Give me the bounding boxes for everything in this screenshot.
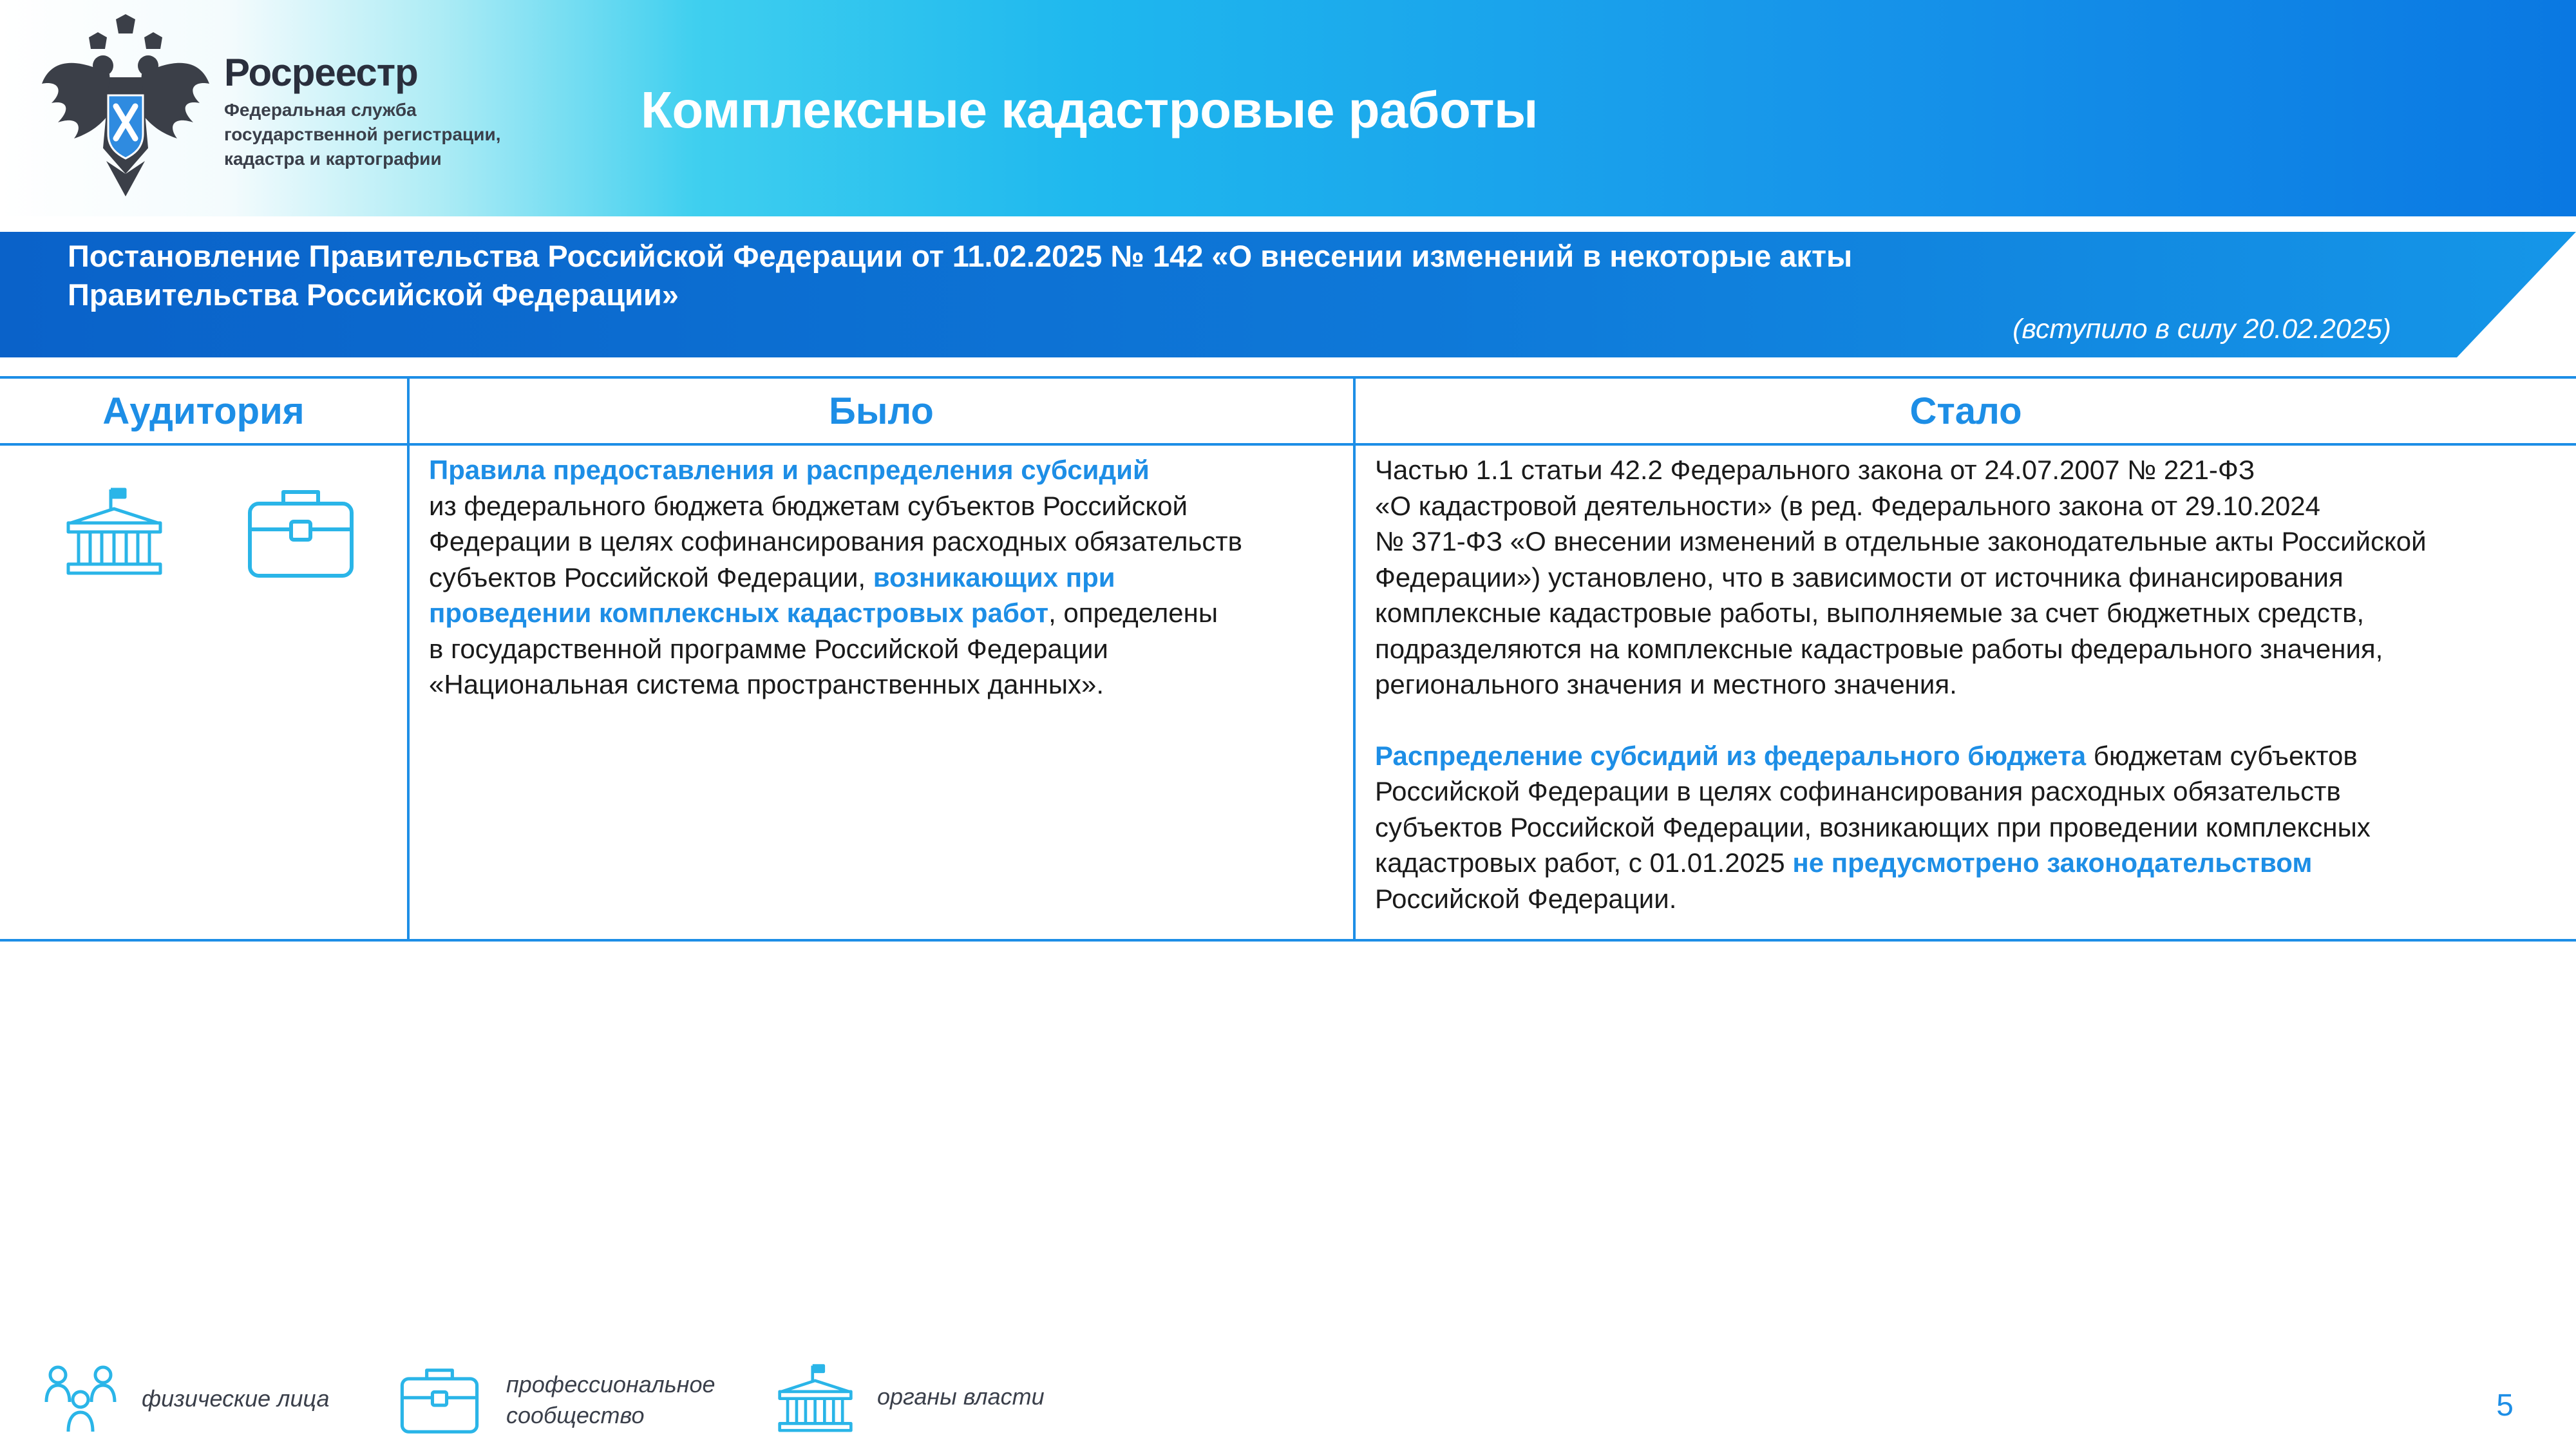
government-building-icon <box>64 484 164 578</box>
was-highlight: возникающих при <box>873 562 1115 592</box>
government-building-icon <box>777 1361 854 1435</box>
became-line: регионального значения и местного значения. <box>1375 669 1957 699</box>
became-line: подразделяются на комплексные кадастровые работы федерального значения, <box>1375 633 2383 664</box>
briefcase-icon <box>246 484 355 581</box>
decree-effective-date: (вступило в силу 20.02.2025) <box>2012 314 2391 345</box>
legend-professional-line: сообщество <box>506 1402 645 1428</box>
header-became: Стало <box>1909 390 2022 432</box>
emblem-icon <box>39 13 213 200</box>
legend-professional <box>506 1369 715 1431</box>
was-line: Правила предоставления и распределения субсидий <box>429 455 1150 485</box>
was-line: в государственной программе Российской Федерации <box>429 633 1108 664</box>
became-text: кадастровых работ, с 01.01.2025 <box>1375 848 1793 878</box>
became-line: субъектов Российской Федерации, возникающих при проведении комплексных <box>1375 811 2371 842</box>
became-highlight: Распределение субсидий из федерального бюджета <box>1375 740 2087 771</box>
brand-subtitle-line: кадастра и картографии <box>224 149 442 169</box>
became-line: Федерации») установлено, что в зависимости от источника финансирования <box>1375 562 2344 592</box>
brand-name: Росреестр <box>224 51 418 94</box>
became-line: комплексные кадастровые работы, выполняемые за счет бюджетных средств, <box>1375 598 2365 628</box>
briefcase-icon <box>399 1364 480 1436</box>
became-highlight: не предусмотрено законодательством <box>1792 848 2313 878</box>
became-text: бюджетам субъектов <box>2086 740 2358 771</box>
became-cell <box>1356 446 2576 939</box>
table-header-row <box>0 376 2576 446</box>
was-highlight: проведении комплексных кадастровых работ <box>429 598 1049 628</box>
comparison-table <box>0 376 2576 942</box>
was-line: Федерации в целях софинансирования расходных обязательств <box>429 526 1242 556</box>
audience-cell <box>0 446 410 939</box>
header-audience: Аудитория <box>0 379 410 443</box>
became-line: Частью 1.1 статьи 42.2 Федерального закона от 24.07.2007 № 221-ФЗ <box>1375 455 2255 485</box>
header-was: Было <box>410 379 1356 443</box>
was-line <box>429 595 1334 631</box>
was-line <box>429 560 1334 596</box>
brand-subtitle <box>224 98 559 171</box>
became-line: Российской Федерации в целях софинансирования расходных обязательств <box>1375 776 2341 806</box>
page-number: 5 <box>2496 1388 2514 1423</box>
brand-subtitle-line: государственной регистрации, <box>224 124 501 144</box>
was-text: , определены <box>1048 598 1218 628</box>
table-row <box>0 446 2576 942</box>
people-icon <box>44 1362 118 1436</box>
became-line: № 371-ФЗ «О внесении изменений в отдельные законодательные акты Российской <box>1375 526 2427 556</box>
was-text: субъектов Российской Федерации, <box>429 562 873 592</box>
became-line <box>1375 845 2557 881</box>
legend-authorities: органы власти <box>877 1383 1045 1410</box>
legend-individuals: физические лица <box>142 1385 330 1412</box>
became-line <box>1375 738 2557 774</box>
header <box>0 0 2576 216</box>
decree-title-line: Постановление Правительства Российской Федерации от 11.02.2025 № 142 «О внесении изменений в некоторые акты <box>68 239 1853 273</box>
became-line: Российской Федерации. <box>1375 883 1677 914</box>
was-line: из федерального бюджета бюджетам субъектов Российской <box>429 490 1188 521</box>
slide-title: Комплексные кадастровые работы <box>641 81 1538 138</box>
became-line: «О кадастровой деятельности» (в ред. Федерального закона от 29.10.2024 <box>1375 490 2321 521</box>
was-cell <box>410 446 1356 939</box>
decree-title-line: Правительства Российской Федерации» <box>68 278 679 312</box>
legend-professional-line: профессиональное <box>506 1371 715 1397</box>
decree-title <box>68 237 2128 314</box>
was-line: «Национальная система пространственных данных». <box>429 669 1104 699</box>
brand-subtitle-line: Федеральная служба <box>224 100 417 120</box>
